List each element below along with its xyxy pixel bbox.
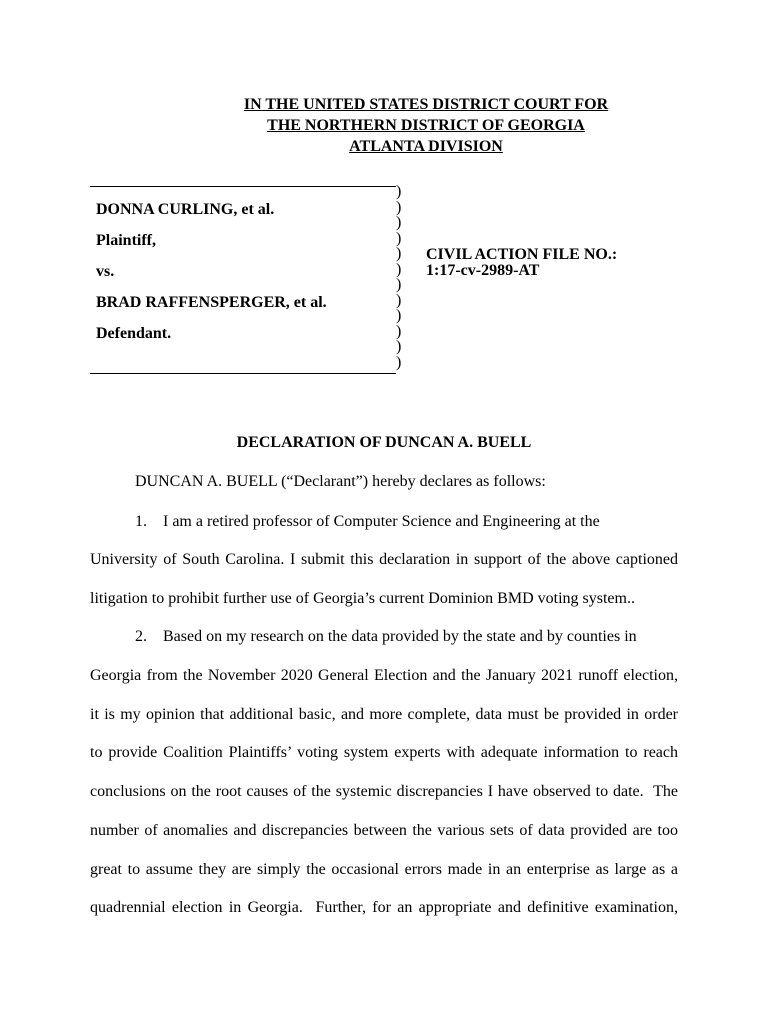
paragraph-2-line: quadrennial election in Georgia. Further, for an appropriate and definitive examination, <box>90 899 678 916</box>
caption-bracket: ) <box>396 229 402 247</box>
defendant-name: BRAD RAFFENSPERGER, et al. <box>96 294 327 311</box>
paragraph-1-line: University of South Carolina. I submit this declaration in support of the above captioned <box>90 551 678 568</box>
caption-bottom-rule <box>90 373 396 374</box>
caption-bracket: ) <box>396 245 402 262</box>
defendant-role: Defendant. <box>96 325 172 342</box>
declaration-intro: DUNCAN A. BUELL (“Declarant”) hereby declares as follows: <box>135 473 546 490</box>
paragraph-2-line: 2. Based on my research on the data provided by the state and by counties in <box>135 628 637 645</box>
caption-bracket: ) <box>396 322 402 340</box>
caption-top-rule <box>90 186 396 187</box>
paragraph-2-line: conclusions on the root causes of the systemic discrepancies I have observed to date. The <box>90 783 678 800</box>
civil-action-block <box>426 247 617 279</box>
caption-bracket: ) <box>396 307 402 324</box>
court-heading-line-3: ATLANTA DIVISION <box>349 138 503 155</box>
paragraph-1-line: litigation to prohibit further use of Georgia’s current Dominion BMD voting system.. <box>90 590 635 607</box>
paragraph-2-line: number of anomalies and discrepancies between the various sets of data provided are too <box>90 822 678 839</box>
paragraph-2-line: to provide Coalition Plaintiffs’ voting system experts with adequate information to reach <box>90 744 678 761</box>
caption-bracket: ) <box>396 198 402 216</box>
caption-bracket-column <box>396 184 416 370</box>
caption-bracket: ) <box>396 214 402 231</box>
caption-bracket: ) <box>396 260 402 278</box>
paragraph-2-line: it is my opinion that additional basic, and more complete, data must be provided in order <box>90 706 678 723</box>
caption-bracket: ) <box>396 353 402 371</box>
court-heading-line-2: THE NORTHERN DISTRICT OF GEORGIA <box>267 117 585 134</box>
declaration-title: DECLARATION OF DUNCAN A. BUELL <box>236 434 532 451</box>
civil-action-label: CIVIL ACTION FILE NO.: <box>426 246 618 263</box>
caption-bracket: ) <box>396 338 402 355</box>
paragraph-1-line: 1. I am a retired professor of Computer Science and Engineering at the <box>135 513 600 530</box>
court-heading <box>200 94 652 157</box>
civil-action-number: 1:17-cv-2989-AT <box>426 262 540 279</box>
paragraph-2-line: Georgia from the November 2020 General Election and the January 2021 runoff election, <box>90 667 678 684</box>
plaintiff-name: DONNA CURLING, et al. <box>96 201 275 218</box>
caption-bracket: ) <box>396 291 402 309</box>
caption-bracket: ) <box>396 183 402 200</box>
caption-bracket: ) <box>396 276 402 293</box>
plaintiff-role: Plaintiff, <box>96 232 156 249</box>
paragraph-2-line: great to assume they are simply the occasional errors made in an enterprise as large as a <box>90 861 678 878</box>
court-heading-line-1: IN THE UNITED STATES DISTRICT COURT FOR <box>243 96 609 113</box>
versus-label: vs. <box>96 263 115 280</box>
